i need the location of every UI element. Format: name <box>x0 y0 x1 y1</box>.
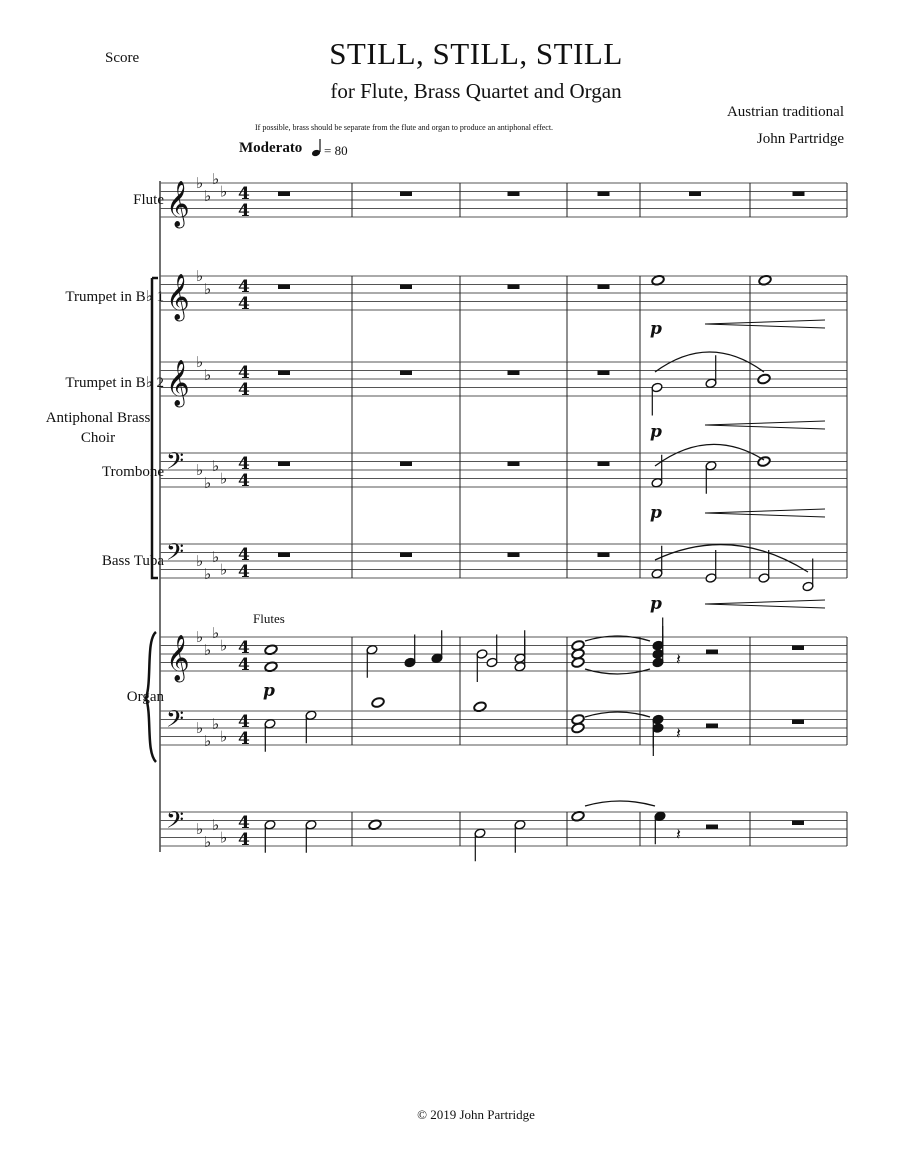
whole-rest <box>400 285 412 290</box>
flat-icon: ♭ <box>212 169 220 188</box>
whole-rest <box>278 371 290 376</box>
quarter-rest: 𝄽 <box>676 824 681 844</box>
bass-clef-icon: 𝄢 <box>166 447 185 480</box>
slur <box>585 801 655 806</box>
flat-icon: ♭ <box>204 731 212 750</box>
bass-clef-icon: 𝄢 <box>166 538 185 571</box>
note <box>758 550 770 583</box>
flat-icon: ♭ <box>212 623 220 642</box>
flat-icon: ♭ <box>204 279 212 298</box>
treble-clef-icon: 𝄞 <box>166 181 190 227</box>
score-label: Score <box>105 50 140 66</box>
flat-icon: ♭ <box>212 815 220 834</box>
staff-pedal <box>160 806 847 851</box>
flat-icon: ♭ <box>204 564 212 583</box>
instrument-name-trumpet-2: Trumpet in B♭ 2 <box>65 375 164 391</box>
dynamic-piano: p <box>650 319 662 339</box>
flat-icon: ♭ <box>196 461 204 479</box>
instrument-name-trombone: Trombone <box>102 464 164 480</box>
note <box>571 657 585 669</box>
time-sig-bottom: 4 <box>238 562 250 582</box>
staff-flute <box>160 170 847 229</box>
whole-rest <box>278 285 290 290</box>
composer: Austrian traditional <box>726 104 844 120</box>
time-sig-bottom: 4 <box>238 655 250 675</box>
note <box>651 546 663 579</box>
half-rest <box>706 650 718 655</box>
note <box>305 710 317 743</box>
staff-organ-lh <box>160 705 847 750</box>
flat-icon: ♭ <box>204 473 212 492</box>
whole-rest <box>508 553 520 558</box>
note <box>802 559 814 592</box>
whole-rest <box>508 371 520 376</box>
flat-icon: ♭ <box>196 820 204 838</box>
staff-trumpet1 <box>160 267 847 362</box>
whole-rest <box>598 371 610 376</box>
flat-icon: ♭ <box>212 547 220 566</box>
time-sig-top: 4 <box>238 184 250 204</box>
flat-icon: ♭ <box>196 174 204 192</box>
note <box>366 644 378 677</box>
whole-rest <box>400 192 412 197</box>
note <box>474 828 486 861</box>
time-sig-top: 4 <box>238 363 250 383</box>
copyright: © 2019 John Partridge <box>417 1107 535 1122</box>
whole-rest <box>278 553 290 558</box>
note <box>757 373 771 385</box>
page-subtitle: for Flute, Brass Quartet and Organ <box>330 79 622 103</box>
flat-icon: ♭ <box>220 727 228 746</box>
whole-rest <box>598 192 610 197</box>
note <box>476 649 488 682</box>
whole-rest <box>689 192 701 197</box>
flat-icon: ♭ <box>196 719 204 737</box>
flat-icon: ♭ <box>196 353 204 371</box>
crescendo-hairpin <box>705 600 825 608</box>
note <box>654 811 666 844</box>
slur <box>655 545 808 572</box>
flat-icon: ♭ <box>204 365 212 384</box>
whole-rest <box>792 720 804 725</box>
instrument-name-flute: Flute <box>133 192 164 208</box>
page-title: STILL, STILL, STILL <box>329 36 623 71</box>
time-sig-bottom: 4 <box>238 471 250 491</box>
time-sig-bottom: 4 <box>238 830 250 850</box>
flat-icon: ♭ <box>212 714 220 733</box>
note <box>486 635 498 668</box>
whole-rest <box>508 285 520 290</box>
staff-tuba <box>160 538 847 583</box>
instrument-name-trumpet-1: Trumpet in B♭ 1 <box>65 289 164 305</box>
flat-icon: ♭ <box>204 186 212 205</box>
tempo-marking: Moderato <box>239 140 303 156</box>
time-sig-bottom: 4 <box>238 294 250 314</box>
crescendo-hairpin <box>705 421 825 429</box>
treble-clef-icon: 𝄞 <box>166 274 190 320</box>
note <box>705 550 717 583</box>
quarter-rest: 𝄽 <box>676 649 681 669</box>
brass-brace <box>152 278 158 578</box>
flat-icon: ♭ <box>220 560 228 579</box>
tempo-note-icon <box>311 139 321 157</box>
whole-rest <box>400 371 412 376</box>
whole-rest <box>598 553 610 558</box>
flat-icon: ♭ <box>220 828 228 847</box>
whole-rest <box>400 462 412 467</box>
staff-trombone <box>160 447 847 544</box>
flat-icon: ♭ <box>204 832 212 851</box>
whole-rest <box>278 462 290 467</box>
flat-icon: ♭ <box>220 469 228 488</box>
flat-icon: ♭ <box>204 640 212 659</box>
brass-group-label: Antiphonal Brass Choir <box>45 410 151 446</box>
note <box>264 819 276 852</box>
quarter-rest: 𝄽 <box>676 723 681 743</box>
whole-rest <box>508 192 520 197</box>
whole-rest <box>793 192 805 197</box>
note <box>571 722 585 734</box>
whole-rest <box>792 646 804 651</box>
time-sig-bottom: 4 <box>238 201 250 221</box>
half-rest <box>706 724 718 729</box>
note <box>705 355 717 388</box>
note <box>651 455 663 488</box>
dynamic-piano: p <box>650 503 662 523</box>
dynamic-piano: p <box>650 422 662 442</box>
organ-brace <box>146 632 156 762</box>
instrument-name-organ: Organ <box>126 689 164 705</box>
time-sig-top: 4 <box>238 712 250 732</box>
flat-icon: ♭ <box>196 628 204 646</box>
note <box>371 697 385 709</box>
note <box>514 819 526 852</box>
time-sig-bottom: 4 <box>238 380 250 400</box>
flat-icon: ♭ <box>220 182 228 201</box>
tempo-value: = 80 <box>324 143 348 158</box>
bass-clef-icon: 𝄢 <box>166 806 185 839</box>
flat-icon: ♭ <box>196 552 204 570</box>
time-sig-top: 4 <box>238 277 250 297</box>
arranger: John Partridge <box>756 131 844 147</box>
time-sig-top: 4 <box>238 638 250 658</box>
treble-clef-icon: 𝄞 <box>166 635 190 681</box>
time-sig-top: 4 <box>238 454 250 474</box>
note <box>431 630 443 663</box>
dynamic-piano: p <box>263 681 275 701</box>
note <box>705 460 717 493</box>
instrument-name-tuba: Bass Tuba <box>101 553 164 569</box>
performance-note: If possible, brass should be separate from the flute and organ to produce an antiphonal effect. <box>255 123 554 132</box>
whole-rest <box>598 285 610 290</box>
note <box>652 723 664 756</box>
dynamic-piano: p <box>650 594 662 614</box>
flat-icon: ♭ <box>212 456 220 475</box>
flat-icon: ♭ <box>196 267 204 285</box>
time-sig-top: 4 <box>238 545 250 565</box>
whole-rest <box>400 553 412 558</box>
half-rest <box>706 825 718 830</box>
note <box>651 382 663 415</box>
time-sig-bottom: 4 <box>238 729 250 749</box>
treble-clef-icon: 𝄞 <box>166 360 190 406</box>
whole-rest <box>278 192 290 197</box>
bass-clef-icon: 𝄢 <box>166 705 185 738</box>
time-sig-top: 4 <box>238 813 250 833</box>
note <box>264 718 276 751</box>
staff-trumpet2 <box>160 353 847 453</box>
whole-rest <box>598 462 610 467</box>
note <box>404 635 416 668</box>
crescendo-hairpin <box>705 320 825 328</box>
flat-icon: ♭ <box>220 636 228 655</box>
whole-rest <box>508 462 520 467</box>
crescendo-hairpin <box>705 509 825 517</box>
whole-rest <box>792 821 804 826</box>
note <box>305 819 317 852</box>
organ-registration: Flutes <box>253 611 285 626</box>
